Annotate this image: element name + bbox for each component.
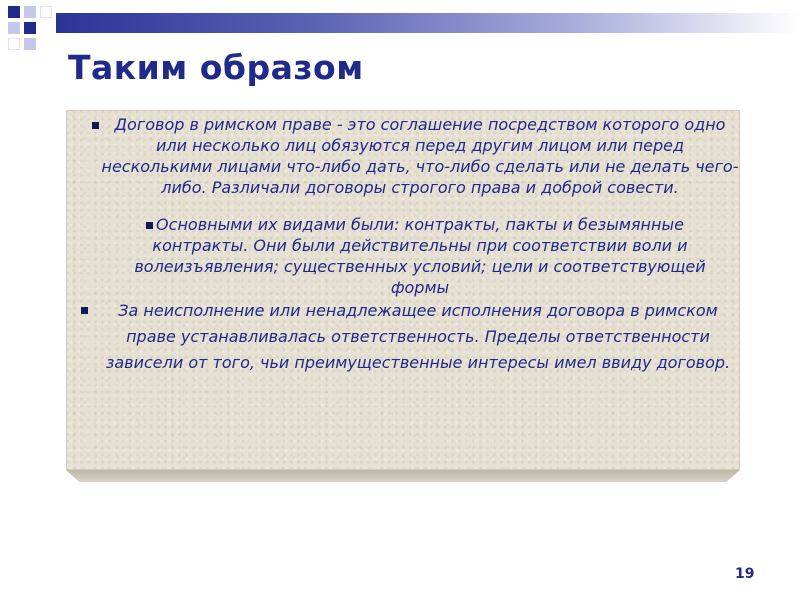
decorative-square	[8, 22, 20, 34]
decorative-square	[24, 38, 36, 50]
content-panel-shadow	[66, 470, 740, 482]
bullet-text-2: Основными их видами были: контракты, пакты и безымянные контракты. Они были действительны при соответствии воли и волеизъявления; существенных условий; цели и соответствующей формы	[134, 215, 706, 297]
header-gradient-bar	[56, 13, 800, 33]
decorative-square	[40, 6, 52, 18]
slide-title: Таким образом	[68, 48, 364, 87]
bullet-text-3: За неисполнение или ненадлежащее исполнения договора в римском праве устанавливалась ответственность. Пределы ответственности зависели от того, чьи преимущественные интересы имел ввиду договор.	[105, 301, 731, 372]
bullet-text-1: Договор в римском праве - это соглашение посредством которого одно или несколько лиц обязуются перед другим лицом или перед несколькими лицами что-либо дать, что-либо сделать или не делать чего-либо. Различали договоры строгого права и доброй совести.	[101, 115, 739, 197]
square-bullet-icon	[81, 307, 88, 314]
decorative-square	[24, 22, 36, 34]
decorative-square	[8, 6, 20, 18]
decorative-square	[24, 6, 36, 18]
square-bullet-icon	[92, 122, 99, 129]
page-number: 19	[735, 566, 755, 582]
decorative-square	[8, 38, 20, 50]
